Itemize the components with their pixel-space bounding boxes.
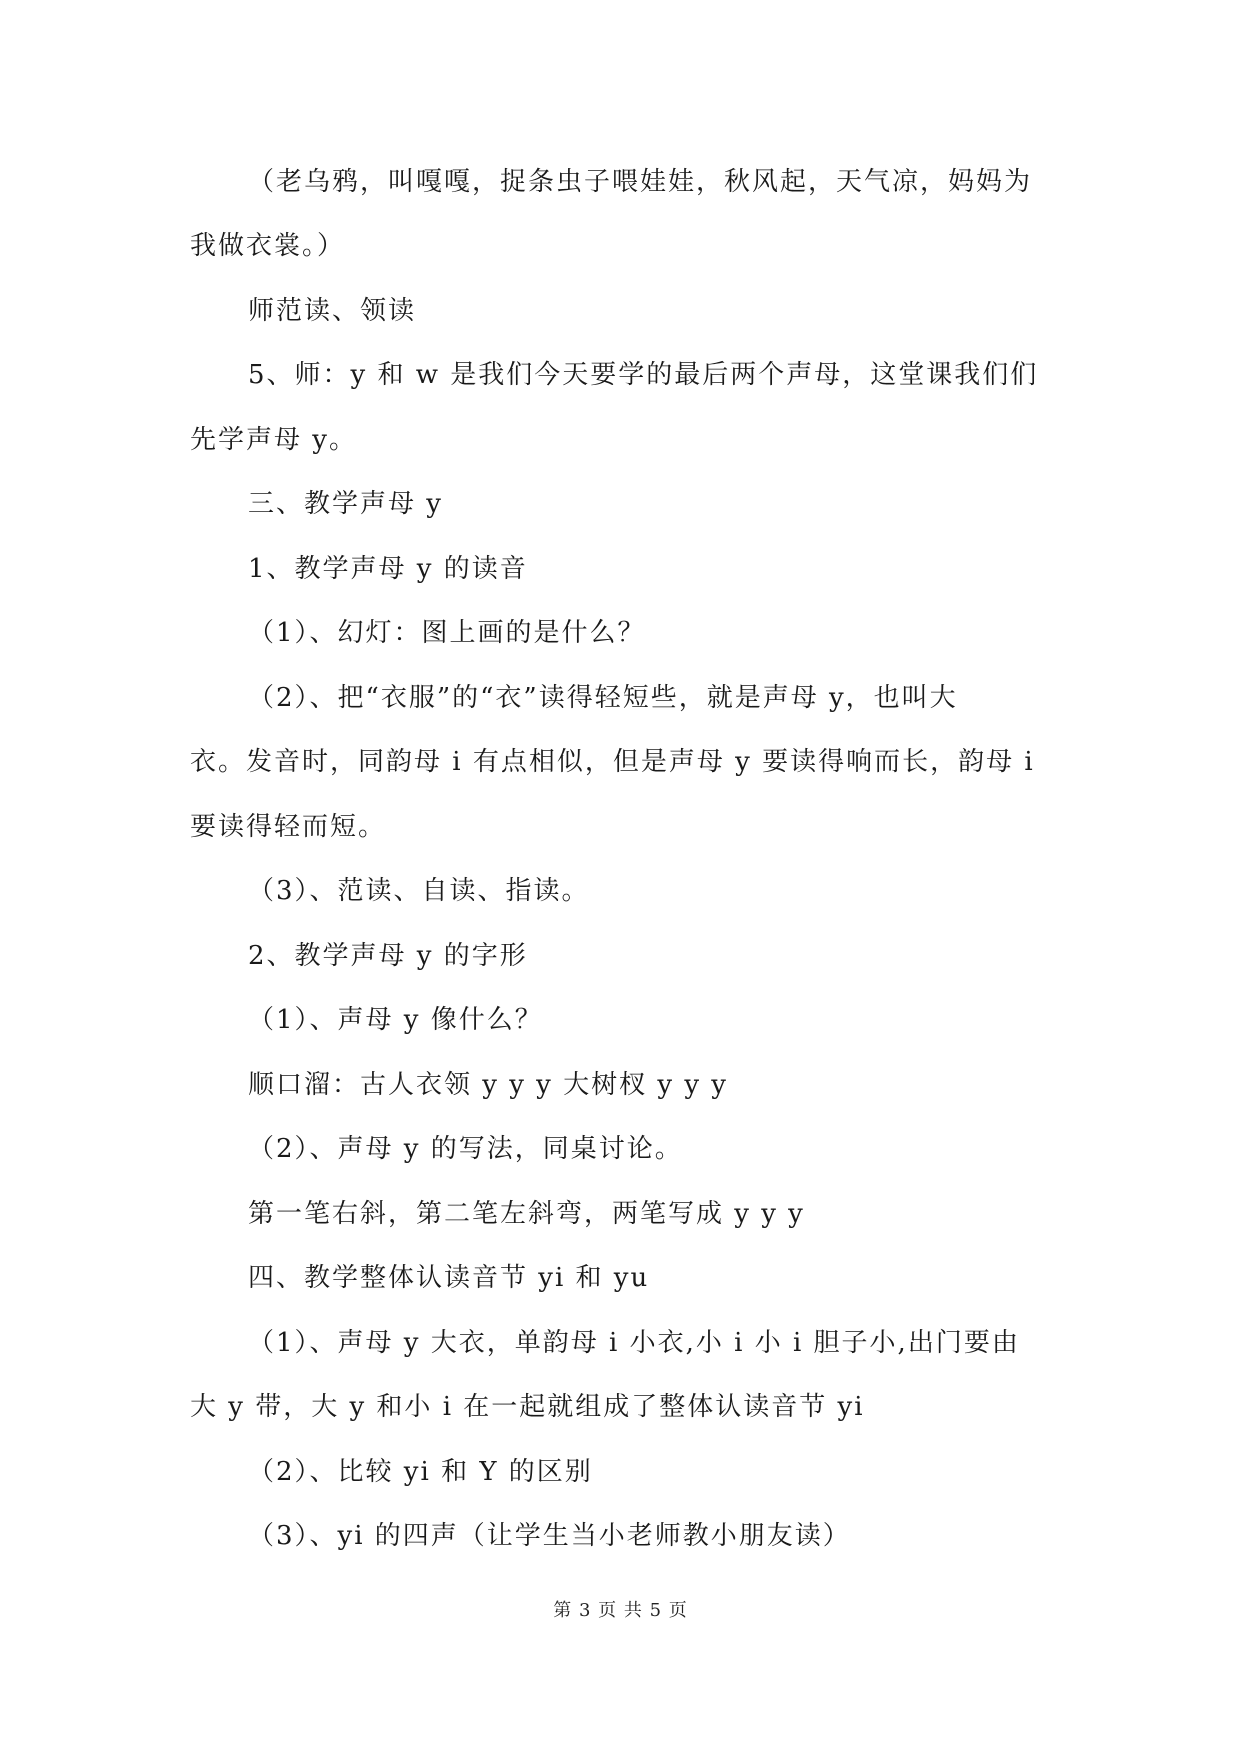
paragraph-line: 大 y 带，大 y 和小 i 在一起就组成了整体认读音节 yi <box>190 1392 865 1422</box>
paragraph-line: （2）、声母 y 的写法，同桌讨论。 <box>248 1134 683 1164</box>
paragraph-line: 我做衣裳。） <box>190 231 346 261</box>
paragraph-line: 衣。发音时，同韵母 i 有点相似，但是声母 y 要读得响而长，韵母 i <box>190 747 1035 777</box>
paragraph-line: （2）、比较 yi 和 Y 的区别 <box>248 1457 593 1487</box>
paragraph-line: （3）、yi 的四声（让学生当小老师教小朋友读） <box>248 1521 851 1551</box>
paragraph-line: 2、教学声母 y 的字形 <box>248 941 528 971</box>
paragraph-line: 先学声母 y。 <box>190 425 357 455</box>
paragraph-line: （2）、把“衣服”的“衣”读得轻短些，就是声母 y，也叫大 <box>248 683 958 713</box>
paragraph-line: 第一笔右斜，第二笔左斜弯，两笔写成 y y y <box>248 1199 805 1229</box>
page-footer: 第 3 页 共 5 页 <box>553 1600 688 1621</box>
paragraph-line: （1）、声母 y 像什么？ <box>248 1005 543 1035</box>
section-heading: 三、教学声母 y <box>248 489 443 519</box>
paragraph-line: （1）、幻灯：图上画的是什么？ <box>248 618 646 648</box>
paragraph-line: （1）、声母 y 大衣，单韵母 i 小衣,小 i 小 i 胆子小,出门要由 <box>248 1328 1020 1358</box>
paragraph-line: （3）、范读、自读、指读。 <box>248 876 590 906</box>
section-heading: 四、教学整体认读音节 yi 和 yu <box>248 1263 650 1293</box>
paragraph-line: （老乌鸦，叫嘎嘎，捉条虫子喂娃娃，秋风起，天气凉，妈妈为 <box>248 167 1033 197</box>
paragraph-line: 顺口溜：古人衣领 y y y 大树杈 y y y <box>248 1070 728 1100</box>
paragraph-line: 1、教学声母 y 的读音 <box>248 554 528 584</box>
paragraph-line: 师范读、领读 <box>248 296 417 326</box>
paragraph-line: 5、师：y 和 w 是我们今天要学的最后两个声母，这堂课我们们 <box>248 360 1039 390</box>
paragraph-line: 要读得轻而短。 <box>190 812 387 842</box>
